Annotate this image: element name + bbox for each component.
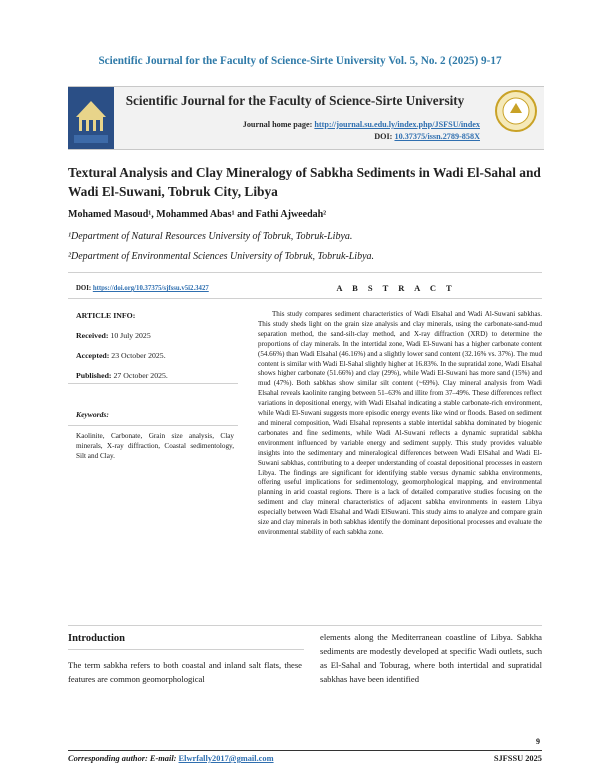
article-info-heading: ARTICLE INFO:	[76, 311, 136, 320]
keywords-text: Kaolinite, Carbonate, Grain size analysis, Clay minerals, X-ray diffraction, Coastal sedimentology, Silt and Clay.	[76, 432, 234, 460]
article-info	[76, 311, 246, 391]
divider	[68, 383, 238, 384]
keywords-box	[68, 410, 238, 476]
footer-journal: SJFSSU 2025	[493, 754, 542, 763]
journal-seal	[494, 89, 538, 133]
divider	[68, 298, 542, 299]
divider	[68, 649, 304, 650]
journal-seal-icon	[494, 89, 538, 133]
divider	[68, 625, 542, 626]
footer-divider	[68, 750, 542, 751]
homepage-line	[118, 120, 480, 129]
journal-banner	[68, 86, 544, 150]
received-row	[76, 331, 246, 340]
published-date: 27 October 2025.	[113, 371, 168, 380]
published-label: Published:	[76, 371, 112, 380]
article-doi	[76, 285, 209, 292]
divider	[68, 272, 542, 273]
university-logo	[68, 87, 114, 149]
university-logo-icon	[68, 87, 114, 149]
abstract-text: This study compares sediment characteristics of Wadi Elsahal and Wadi Al-Suwani sabkhas. This study sheds light on the grain size analysis and clay minerals, using the carbonate-sand-mud separation method, the sand-silt-clay method, and X-ray diffraction (XRD) to determine the proportions of clay minerals. In the intertidal zone, Wadi El-Suwani has a higher carbonate content (54.66%) than Wadi Elsahal (46.16%) and a slightly lower sand content (32.16% vs. 37%). The mud content is similar with Wadi El-Sahal slightly higher at 16.83%. In the supratidal zone, Wadi Elsahal shows higher carbonate (51.66%) and clay (29%), while Wadi El-Suwani has more sand (15%) and mud (47%). Both sabkhas show similar silt content (~69%). Clay mineral analysis from Wadi Elsahal reveals kaolinite ranging between 51–63% and illite from 37–49%. These differences reflect variations in depositional energy, with Wadi Elsahal indicating a stable carbonate-rich environment, while Wadi El-Suwani suggests more episodic energy events like wind or floods. Based on sediment and mineral composition, Wadi Elsahal represents a stable intertidal sabkha dominated by biogenic carbonates and fine sediments, while Wadi Al-Suwani reflects a dynamic supratidal sabkha environment influenced by variable energy and sediment supply. This study provides valuable insights into the sedimentary and mineralogical differences between Wadi ElSahal and Wadi El-Suwani sabkhas, contributing to a deeper understanding of coastal depositional processes in eastern Libya. The findings are significant for identifying stable versus dynamic sabkha environments, offering useful implications for sedimentology, geomorphological mapping, and environmental planning in arid coastal regions. There is a lack of detailed comparative studies focusing on the sediment and clay mineral characteristics of adjacent sabkha environments in eastern Libya especially between Wadi Elsahal and Wadi ElSuwani. This study aims to analyze and compare grain size and clay minerals in both sabkhas identify the dominant depositional processes and evaluate the environmental stability of each sabkha zone.	[258, 310, 542, 536]
homepage-link[interactable]: http://journal.su.edu.ly/index.php/JSFSU/index	[314, 120, 480, 129]
corresponding-email-link[interactable]: Elwrfally2017@gmail.com	[178, 754, 274, 763]
received-label: Received:	[76, 331, 109, 340]
accepted-row	[76, 351, 246, 360]
banner-doi-link[interactable]: 10.37375/issn.2789-858X	[394, 132, 480, 141]
journal-name: Scientific Journal for the Faculty of Science-Sirte University	[125, 93, 465, 108]
affiliation-1: ¹Department of Natural Resources University of Tobruk, Tobruk-Libya.	[68, 231, 353, 242]
introduction-heading: Introduction	[68, 633, 125, 644]
banner-doi-label: DOI:	[374, 132, 393, 141]
article-doi-link[interactable]: https://doi.org/10.37375/sjfssu.v5i2.3427	[92, 285, 209, 292]
corresponding-label: Corresponding author: E-mail:	[68, 754, 177, 763]
divider	[68, 425, 238, 426]
article-doi-label: DOI:	[76, 285, 92, 292]
page-number: 9	[536, 737, 540, 746]
affiliation-2: ²Department of Environmental Sciences University of Tobruk, Tobruk-Libya.	[68, 251, 375, 262]
introduction-left-column: The term sabkha refers to both coastal and inland salt flats, these features are common geomorphological	[68, 660, 302, 684]
accepted-date: 23 October 2025.	[111, 351, 166, 360]
running-head: Scientific Journal for the Faculty of Science-Sirte University Vol. 5, No. 2 (2025) 9-17	[98, 55, 502, 67]
homepage-label: Journal home page:	[242, 120, 313, 129]
introduction-right-column: elements along the Mediterranean coastline of Libya. Sabkha sediments are modestly developed at specific Wadi outlets, such as El-Sahal and Toburag, where both intertidal and supratidal sabkhas have been identified	[320, 632, 542, 684]
authors: Mohamed Masoud¹, Mohammed Abas¹ and Fathi Ajweedah²	[68, 209, 327, 220]
accepted-label: Accepted:	[76, 351, 110, 360]
corresponding-author	[68, 754, 274, 763]
banner-doi-line	[118, 132, 480, 141]
keywords-heading: Keywords:	[76, 410, 109, 419]
abstract-heading: A B S T R A C T	[336, 283, 456, 293]
received-date: 10 July 2025	[110, 331, 151, 340]
published-row	[76, 371, 246, 380]
paper-title: Textural Analysis and Clay Mineralogy of Sabkha Sediments in Wadi El-Sahal and Wadi El-Suwani, Tobruk City, Libya	[68, 165, 541, 199]
